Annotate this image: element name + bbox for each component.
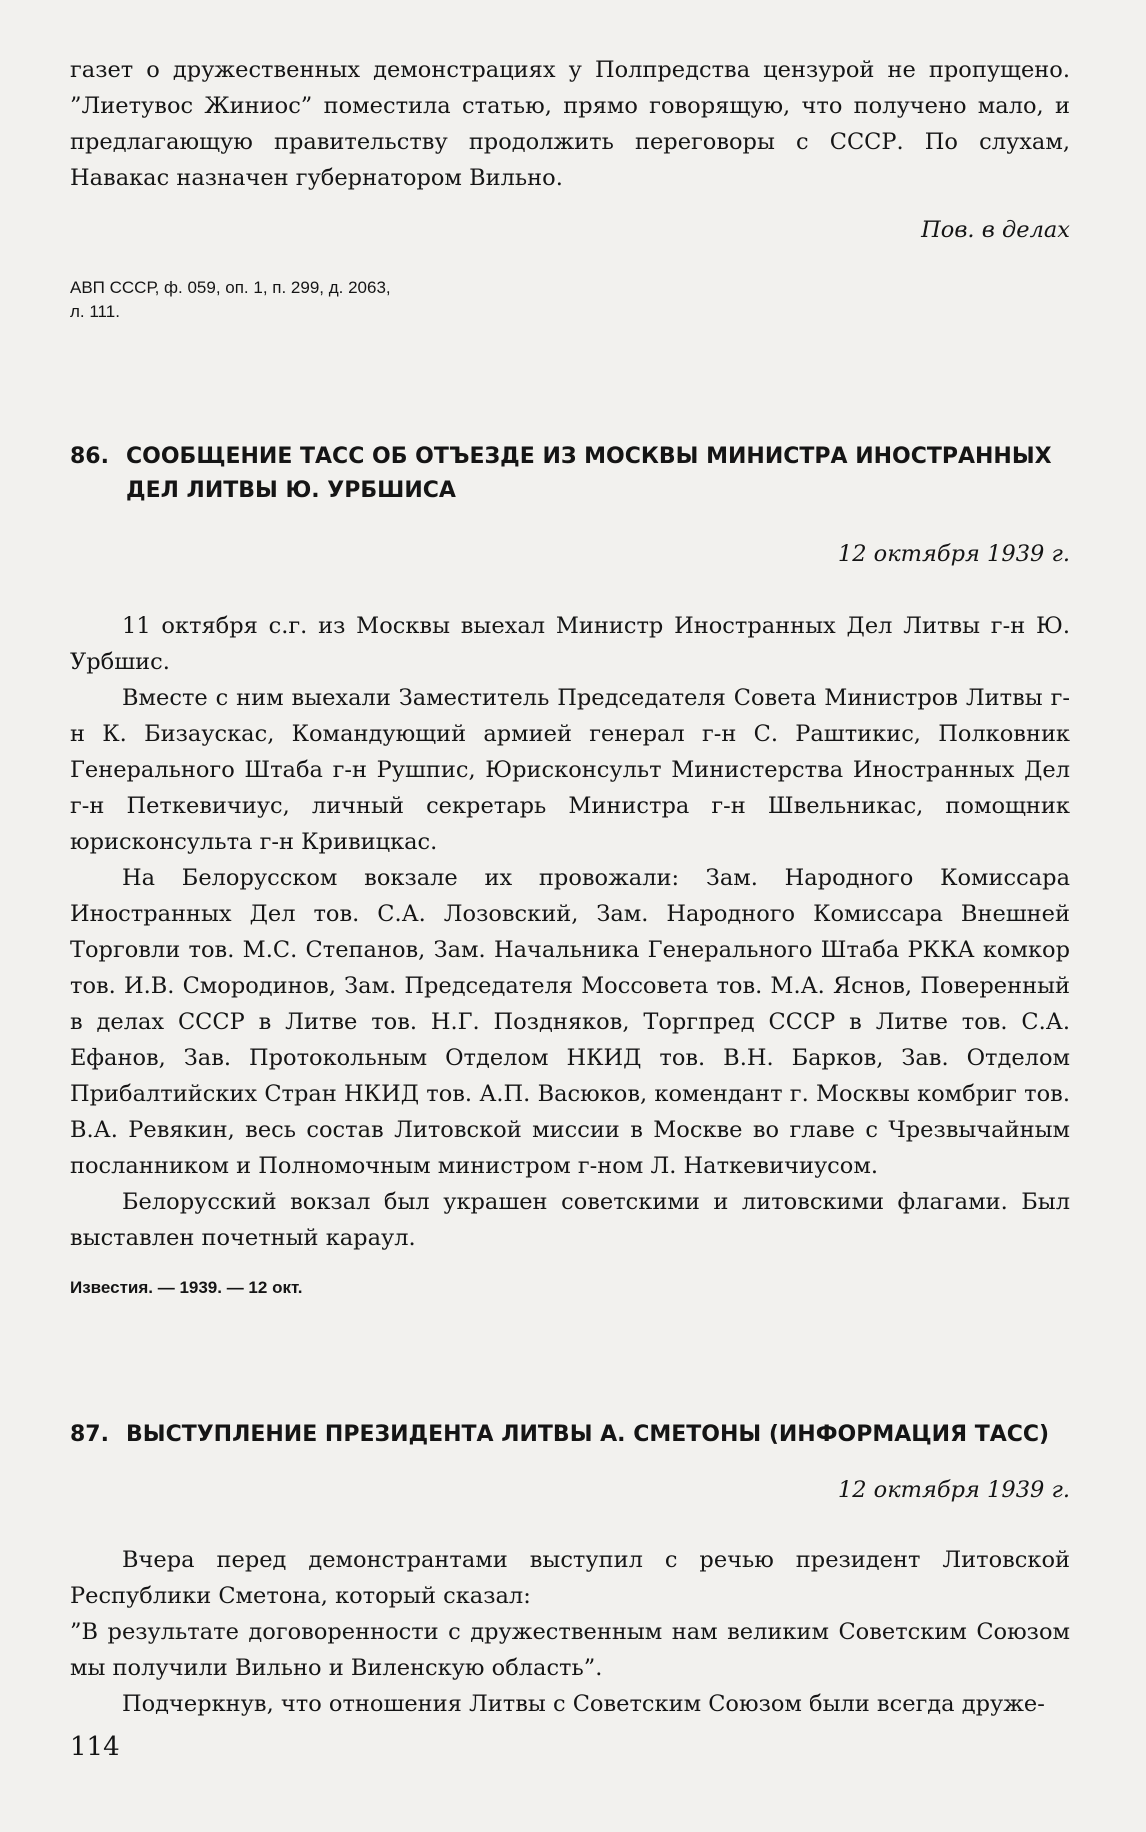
doc87-paragraph-1: Вчера перед демонстрантами выступил с речью президент Литовской Республики Сметона, который сказал: <box>70 1547 1070 1609</box>
doc87-date: 12 октября 1939 г. <box>837 1477 1070 1503</box>
doc87-body <box>70 1542 1070 1722</box>
top-source-line2: л. 111. <box>70 302 120 321</box>
top-source-note <box>70 276 1070 324</box>
doc86-paragraph-2: Вместе с ним выехали Заместитель Председателя Совета Министров Литвы г-н К. Бизаускас, Командующий армией генерал г-н С. Раштикис, Полковник Генерального Штаба г-н Рушпис, Юрисконсульт Министерства Иностранных Дел г-н Петкевичиус, личный секретарь Министра г-н Швельникас, помощник юрисконсульта г-н Кривицкас. <box>70 685 1070 855</box>
doc86-date: 12 октября 1939 г. <box>837 541 1070 567</box>
top-continuation-text: газет о дружественных демонстрациях у Полпредства цензурой не пропущено. ”Лиетувос Жиниос” поместила статью, прямо говорящую, что получено мало, и предлагающую правительству продолжить переговоры с СССР. По слухам, Навакас назначен губернатором Вильно. <box>70 57 1070 191</box>
doc86-heading <box>70 440 1070 508</box>
doc87-title: ВЫСТУПЛЕНИЕ ПРЕЗИДЕНТА ЛИТВЫ А. СМЕТОНЫ (ИНФОРМАЦИЯ ТАСС) <box>126 1422 1050 1447</box>
doc87-number: 87. <box>70 1422 109 1447</box>
page-number: 114 <box>70 1732 120 1762</box>
doc86-title: СООБЩЕНИЕ ТАСС ОБ ОТЪЕЗДЕ ИЗ МОСКВЫ МИНИСТРА ИНОСТРАННЫХ ДЕЛ ЛИТВЫ Ю. УРБШИСА <box>126 444 1052 503</box>
doc87-paragraph-3: Подчеркнув, что отношения Литвы с Советским Союзом были всегда друже- <box>122 1691 1045 1717</box>
doc86-paragraph-4: Белорусский вокзал был украшен советскими и литовскими флагами. Был выставлен почетный караул. <box>70 1189 1070 1251</box>
top-signature: Пов. в делах <box>921 217 1070 243</box>
doc86-body <box>70 608 1070 1256</box>
doc87-heading <box>70 1418 1070 1452</box>
doc86-source: Известия. — 1939. — 12 окт. <box>70 1278 303 1297</box>
document-page <box>70 52 1070 1722</box>
top-source-line1: АВП СССР, ф. 059, оп. 1, п. 299, д. 2063, <box>70 278 391 297</box>
doc86-number: 86. <box>70 444 109 469</box>
doc86-paragraph-1: 11 октября с.г. из Москвы выехал Министр Иностранных Дел Литвы г-н Ю. Урбшис. <box>70 613 1070 675</box>
doc86-paragraph-3: На Белорусском вокзале их провожали: Зам. Народного Комиссара Иностранных Дел тов. С.А. Лозовский, Зам. Народного Комиссара Внешней Торговли тов. М.С. Степанов, Зам. Начальника Генерального Штаба РККА комкор тов. И.В. Смородинов, Зам. Председателя Моссовета тов. М.А. Яснов, Поверенный в делах СССР в Литве тов. Н.Г. Поздняков, Торгпред СССР в Литве тов. С.А. Ефанов, Зав. Протокольным Отделом НКИД тов. В.Н. Барков, Зав. Отделом Прибалтийских Стран НКИД тов. А.П. Васюков, комендант г. Москвы комбриг тов. В.А. Ревякин, весь состав Литовской миссии в Москве во главе с Чрезвычайным посланником и Полномочным министром г-ном Л. Наткевичиусом. <box>70 865 1070 1179</box>
doc87-paragraph-2: ”В результате договоренности с дружественным нам великим Советским Союзом мы получили Вильно и Виленскую область”. <box>70 1619 1070 1681</box>
